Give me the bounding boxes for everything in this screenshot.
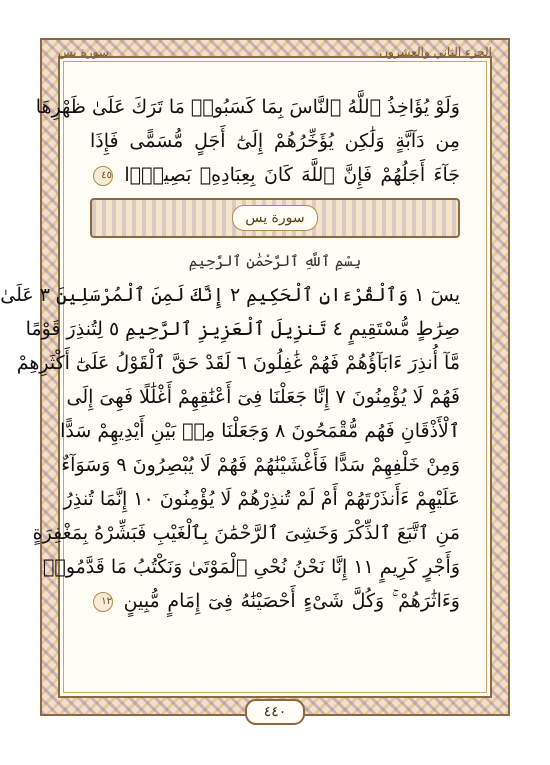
sura-title: سورة يس	[232, 205, 318, 231]
sura-title-banner	[90, 198, 460, 238]
line-text: وَأَجْرٍ كَرِيمٍ ١١ إِنَّا نَحْنُ نُحْىِ ٱلْمَوْتَىٰ وَنَكْتُبُ مَا قَدَّمُوا۟	[43, 556, 460, 578]
verse-line	[90, 584, 460, 618]
verse-line	[25, 312, 460, 346]
verse-line	[60, 414, 460, 448]
ayah-number-marker: ١٢	[93, 592, 113, 612]
verse-line	[16, 346, 460, 380]
line-text: ٱلْأَذْقَانِ فَهُم مُّقْمَحُونَ ٨ وَجَعَلْنَا مِنۢ بَيْنِ أَيْدِيهِمْ سَدًّا	[60, 420, 460, 442]
ayah-number-marker: ٤٥	[93, 166, 113, 186]
line-text: وَلَوْ يُؤَاخِذُ ٱللَّهُ ٱلنَّاسَ بِمَا كَسَبُوا۟ مَا تَرَكَ عَلَىٰ ظَهْرِهَا	[35, 96, 460, 118]
line-text: جَآءَ أَجَلُهُمْ فَإِنَّ ٱللَّهَ كَانَ بِعِبَادِهِۦ بَصِيرًۢا	[124, 164, 461, 186]
basmala: بِسْمِ ٱللَّهِ ٱلرَّحْمَٰنِ ٱلرَّحِيمِ	[188, 252, 362, 270]
line-text: صِرَٰطٍ مُّسْتَقِيمٍ ٤ تَنزِيلَ ٱلْعَزِيزِ ٱلرَّحِيمِ ٥ لِتُنذِرَ قَوْمًا	[25, 318, 460, 340]
quran-text	[0, 90, 461, 695]
page-header	[58, 40, 492, 64]
verse-line	[66, 380, 460, 414]
surah-label: سورة يس	[58, 45, 109, 59]
line-text: فَهُمْ لَا يُؤْمِنُونَ ٧ إِنَّا جَعَلْنَا فِىٓ أَعْنَٰقِهِمْ أَغْلَٰلًا فَهِىَ إِلَى	[66, 386, 460, 408]
line-text: مَّآ أُنذِرَ ءَابَآؤُهُمْ فَهُمْ غَٰفِلُونَ ٦ لَقَدْ حَقَّ ٱلْقَوْلُ عَلَىٰٓ أَكْثَرِهِمْ	[16, 352, 460, 374]
line-text: وَءَاثَٰرَهُمْ ۚ وَكُلَّ شَىْءٍ أَحْصَيْنَٰهُ فِىٓ إِمَامٍ مُّبِينٍ	[123, 590, 460, 612]
verse-line	[43, 550, 460, 584]
verse-line	[90, 158, 460, 192]
verse-line	[63, 482, 460, 516]
verse-line	[61, 448, 460, 482]
line-text: عَلَيْهِمْ ءَأَنذَرْتَهُمْ أَمْ لَمْ تُنذِرْهُمْ لَا يُؤْمِنُونَ ١٠ إِنَّمَا تُنذِرُ	[63, 488, 460, 510]
line-text: مِن دَآبَّةٍ وَلَٰكِن يُؤَخِّرُهُمْ إِلَىٰٓ أَجَلٍ مُّسَمًّى فَإِذَا	[90, 130, 460, 152]
verse-line	[0, 278, 460, 312]
page-number: ٤٤٠	[245, 699, 305, 725]
verse-line	[35, 90, 460, 124]
verse-line	[90, 124, 460, 158]
line-text: مَنِ ٱتَّبَعَ ٱلذِّكْرَ وَخَشِىَ ٱلرَّحْمَٰنَ بِٱلْغَيْبِ فَبَشِّرْهُ بِمَغْفِرَةٍ	[32, 522, 460, 544]
juz-label: الجزء الثاني والعشرون	[379, 45, 492, 59]
line-text: وَمِنْ خَلْفِهِمْ سَدًّا فَأَغْشَيْنَٰهُمْ فَهُمْ لَا يُبْصِرُونَ ٩ وَسَوَآءٌ	[61, 454, 460, 476]
line-text: يسٓ ١ وَٱلْقُرْءَانِ ٱلْحَكِيمِ ٢ إِنَّكَ لَمِنَ ٱلْمُرْسَلِينَ ٣ عَلَىٰ	[0, 284, 460, 306]
verse-line	[32, 516, 460, 550]
